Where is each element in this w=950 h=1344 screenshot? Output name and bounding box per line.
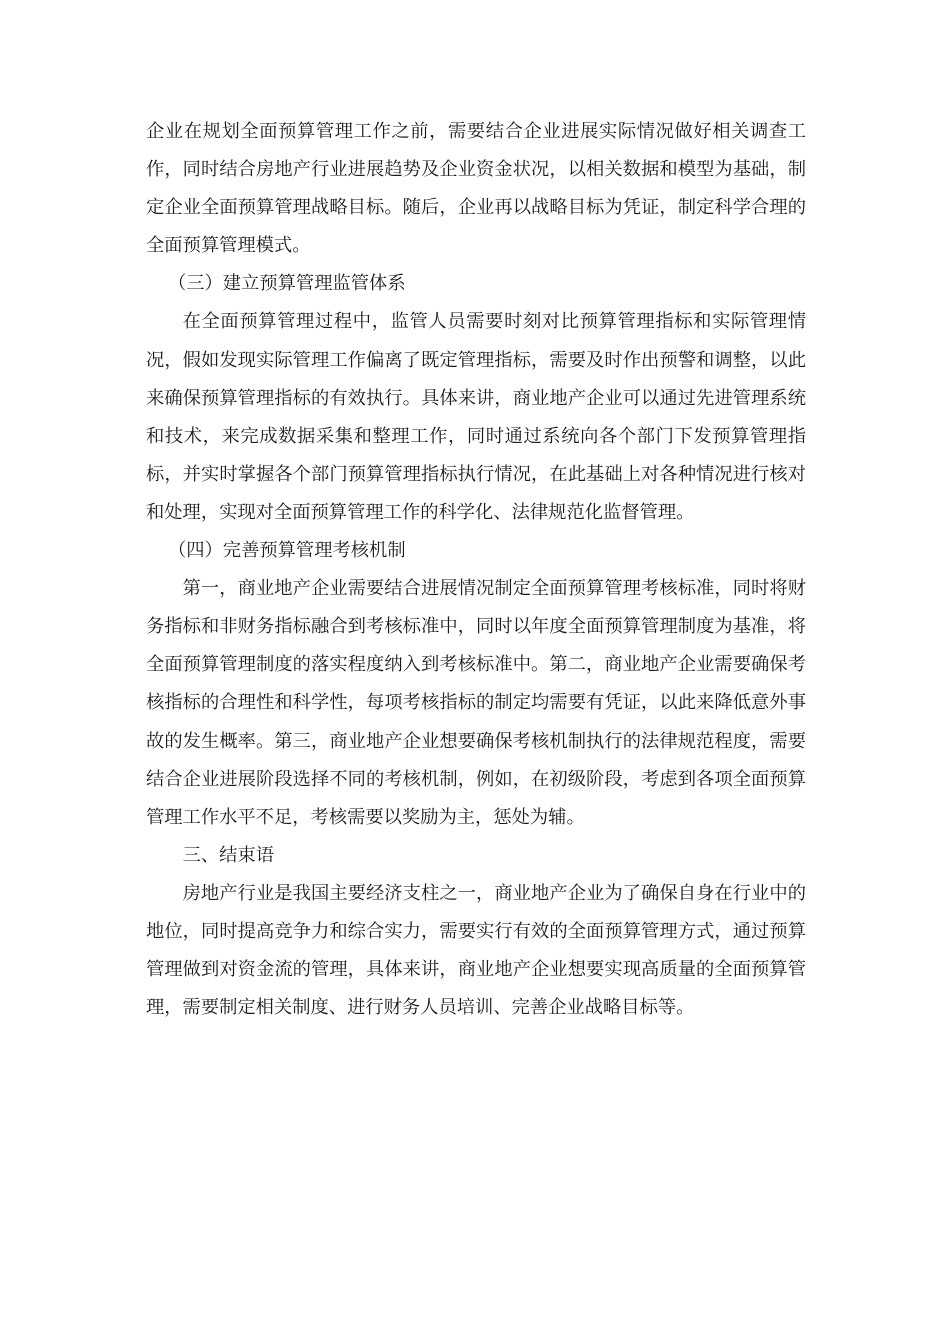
paragraph-budget-assessment: 第一，商业地产企业需要结合进展情况制定全面预算管理考核标准，同时将财务指标和非财务指标融合到考核标准中，同时以年度全面预算管理制度为基准，将全面预算管理制度的落实程度纳入到考核标准中。第二，商业地产企业需要确保考核指标的合理性和科学性，每项考核指标的制定均需要有凭证，以此来降低意外事故的发生概率。第三，商业地产企业想要确保考核机制执行的法律规范程度，需要结合企业进展阶段选择不同的考核机制，例如，在初级阶段，考虑到各项全面预算管理工作水平不足，考核需要以奖励为主，惩处为辅。 <box>146 578 806 828</box>
paragraph-strategy-goal: 企业在规划全面预算管理工作之前，需要结合企业进展实际情况做好相关调查工作，同时结合房地产行业进展趋势及企业资金状况，以相关数据和模型为基础，制定企业全面预算管理战略目标。随后，企业再以战略目标为凭证，制定科学合理的全面预算管理模式。 <box>146 121 806 257</box>
paragraph-conclusion: 房地产行业是我国主要经济支柱之一，商业地产企业为了确保自身在行业中的地位，同时提高竞争力和综合实力，需要实行有效的全面预算管理方式，通过预算管理做到对资金流的管理，具体来讲，商业地产企业想要实现高质量的全面预算管理，需要制定相关制度、进行财务人员培训、完善企业战略目标等。 <box>146 882 806 1019</box>
document-body <box>146 113 806 1027</box>
heading-conclusion: 三、结束语 <box>182 844 274 866</box>
paragraph-budget-supervision: 在全面预算管理过程中，监管人员需要时刻对比预算管理指标和实际管理情况，假如发现实际管理工作偏离了既定管理指标，需要及时作出预警和调整，以此来确保预算管理指标的有效执行。具体来讲，商业地产企业可以通过先进管理系统和技术，来完成数据采集和整理工作，同时通过系统向各个部门下发预算管理指标，并实时掌握各个部门预算管理指标执行情况，在此基础上对各种情况进行核对和处理，实现对全面预算管理工作的科学化、法律规范化监督管理。 <box>146 311 806 523</box>
heading-budget-assessment: （四）完善预算管理考核机制 <box>167 540 406 562</box>
heading-budget-supervision: （三）建立预算管理监管体系 <box>167 273 406 295</box>
